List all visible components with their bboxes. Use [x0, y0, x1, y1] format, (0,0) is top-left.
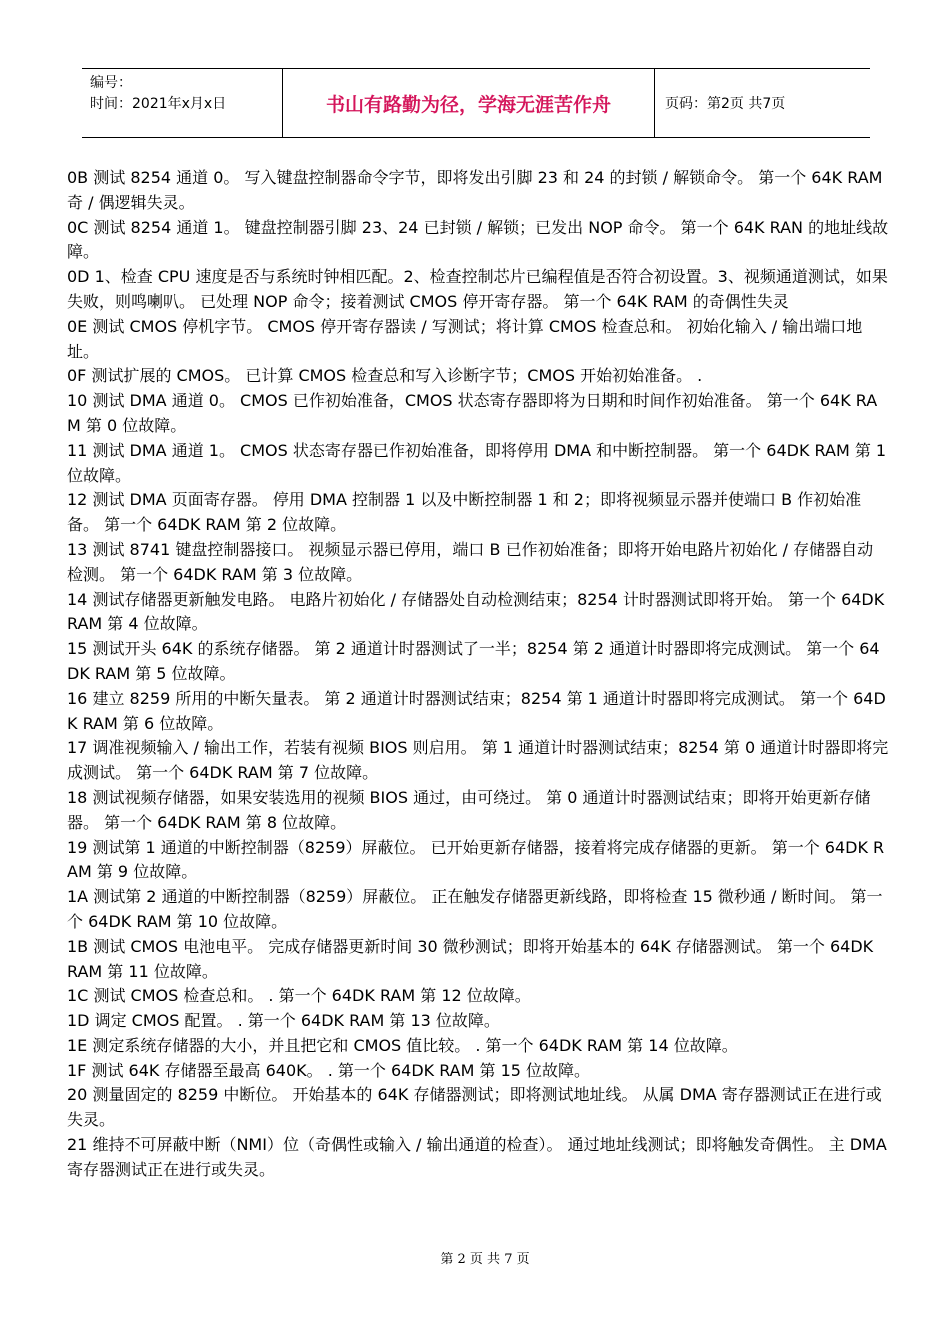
post-code-entry-0f: 0F 测试扩展的 CMOS。 已计算 CMOS 检查总和写入诊断字节；CMOS 开始初始准备。 .: [67, 366, 703, 386]
post-code-entry-10: 10 测试 DMA 通道 0。 CMOS 已作初始准备，CMOS 状态寄存器即将为日期和时间作初始准备。 第一个 64K RAM 第 0 位故障。: [67, 391, 878, 435]
post-code-entry-13: 13 测试 8741 键盘控制器接口。 视频显示器已停用，端口 B 已作初始准备；即将开始电路片初始化 / 存储器自动检测。 第一个 64DK RAM 第 3 位故障。: [67, 539, 874, 584]
post-code-entry-14: 14 测试存储器更新触发电路。 电路片初始化 / 存储器处自动检测结束；8254 计时器测试即将开始。 第一个 64DK RAM 第 4 位故障。: [67, 589, 885, 634]
post-code-entry-0e: 0E 测试 CMOS 停机字节。 CMOS 停开寄存器读 / 写测试；将计算 CMOS 检查总和。 初始化输入 / 输出端口地址。: [67, 316, 863, 361]
document-number-label: 编号：: [90, 75, 132, 91]
post-code-entry-15: 15 测试开头 64K 的系统存储器。 第 2 通道计时器测试了一半；8254 第 2 通道计时器即将完成测试。 第一个 64DK RAM 第 5 位故障。: [67, 639, 880, 683]
post-code-entry-1c: 1C 测试 CMOS 检查总和。 . 第一个 64DK RAM 第 12 位故障。: [67, 986, 531, 1006]
post-code-entry-0b: 0B 测试 8254 通道 0。 写入键盘控制器命令字节，即将发出引脚 23 和 24 的封锁 / 解锁命令。 第一个 64K RAM 奇 / 偶逻辑失灵。: [67, 168, 883, 212]
post-code-entry-18: 18 测试视频存储器，如果安装选用的视频 BIOS 通过，由可绕过。 第 0 通道计时器测试结束；即将开始更新存储器。 第一个 64DK RAM 第 8 位故障。: [67, 787, 871, 832]
document-body: [67, 166, 889, 1183]
header-meta: [82, 69, 283, 137]
post-code-entry-12: 12 测试 DMA 页面寄存器。 停用 DMA 控制器 1 以及中断控制器 1 和 2；即将视频显示器并使端口 B 作初始准备。 第一个 64DK RAM 第 2 位故障。: [67, 490, 862, 535]
post-code-entry-1d: 1D 调定 CMOS 配置。 . 第一个 64DK RAM 第 13 位故障。: [67, 1011, 500, 1031]
page-footer: 第 2 页 共 7 页: [440, 1252, 530, 1267]
post-code-entry-1b: 1B 测试 CMOS 电池电平。 完成存储器更新时间 30 微秒测试；即将开始基本的 64K 存储器测试。 第一个 64DK RAM 第 11 位故障。: [67, 936, 874, 981]
post-code-entry-1e: 1E 测定系统存储器的大小，并且把它和 CMOS 值比较。 . 第一个 64DK RAM 第 14 位故障。: [67, 1035, 738, 1055]
post-code-entry-0c: 0C 测试 8254 通道 1。 键盘控制器引脚 23、24 已封锁 / 解锁；已发出 NOP 命令。 第一个 64K RAN 的地址线故障。: [67, 217, 889, 262]
post-code-entry-1f: 1F 测试 64K 存储器至最高 640K。 . 第一个 64DK RAM 第 15 位故障。: [67, 1060, 591, 1080]
post-code-entry-1a: 1A 测试第 2 通道的中断控制器（8259）屏蔽位。 正在触发存储器更新线路，即将检查 15 微秒通 / 断时间。 第一个 64DK RAM 第 10 位故障。: [67, 887, 883, 931]
post-code-entry-19: 19 测试第 1 通道的中断控制器（8259）屏蔽位。 已开始更新存储器，接着将完成存储器的更新。 第一个 64DK RAM 第 9 位故障。: [67, 837, 885, 882]
post-code-entry-21: 21 维持不可屏蔽中断（NMI）位（奇偶性或输入 / 输出通道的检查）。 通过地址线测试；即将触发奇偶性。 主 DMA 寄存器测试正在进行或失灵。: [67, 1135, 887, 1179]
post-code-entry-20: 20 测量固定的 8259 中断位。 开始基本的 64K 存储器测试；即将测试地址线。 从属 DMA 寄存器测试正在进行或失灵。: [67, 1085, 882, 1130]
post-code-entry-17: 17 调准视频输入 / 输出工作，若装有视频 BIOS 则启用。 第 1 通道计时器测试结束；8254 第 0 通道计时器即将完成测试。 第一个 64DK RAM 第 7 位故障。: [67, 738, 889, 783]
post-code-entry-11: 11 测试 DMA 通道 1。 CMOS 状态寄存器已作初始准备，即将停用 DMA 和中断控制器。 第一个 64DK RAM 第 1 位故障。: [67, 440, 887, 485]
header-motto: 书山有路勤为径，学海无涯苦作舟: [283, 69, 655, 137]
post-code-entry-16: 16 建立 8259 所用的中断矢量表。 第 2 通道计时器测试结束；8254 第 1 通道计时器即将完成测试。 第一个 64DK RAM 第 6 位故障。: [67, 688, 886, 733]
document-date-label: 时间：2021年x月x日: [90, 96, 227, 112]
page-header: [82, 68, 870, 138]
header-page-number: 页码：第2页 共7页: [665, 96, 786, 112]
post-code-entry-0d: 0D 1、检查 CPU 速度是否与系统时钟相匹配。2、检查控制芯片已编程值是否符合初设置。3、视频通道测试，如果失败，则鸣喇叭。 已处理 NOP 命令；接着测试 CMOS 停开寄存器。 第一个 64K RAM 的奇偶性失灵: [67, 267, 888, 311]
